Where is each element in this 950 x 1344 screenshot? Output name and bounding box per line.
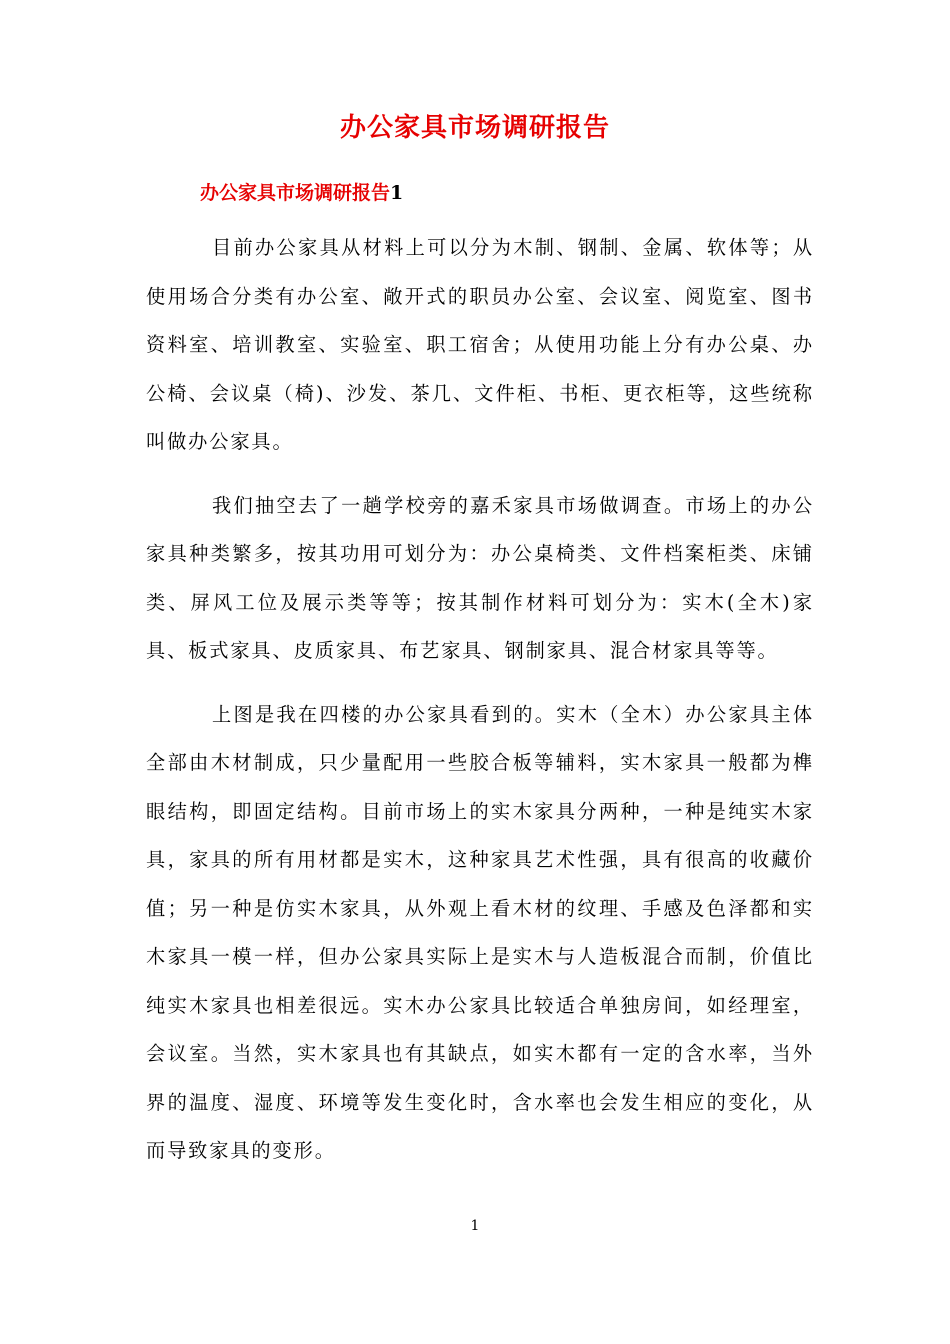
page-number: 1 bbox=[470, 1218, 480, 1234]
section-heading-text: 办公家具市场调研报告 bbox=[200, 182, 391, 204]
document-body bbox=[146, 224, 814, 1191]
paragraph-2: 我们抽空去了一趟学校旁的嘉禾家具市场做调查。市场上的办公家具种类繁多，按其功用可划分为：办公桌椅类、文件档案柜类、床铺类、屏风工位及展示类等等；按其制作材料可划分为：实木(全木)家具、板式家具、皮质家具、布艺家具、钢制家具、混合材家具等等。 bbox=[146, 493, 814, 662]
section-heading-number: 1 bbox=[390, 182, 404, 204]
paragraph-1: 目前办公家具从材料上可以分为木制、钢制、金属、软体等；从使用场合分类有办公室、敞开式的职员办公室、会议室、阅览室、图书资料室、培训教室、实验室、职工宿舍；从使用功能上分有办公桌、办公椅、会议桌（椅)、沙发、茶几、文件柜、书柜、更衣柜等，这些统称叫做办公家具。 bbox=[146, 236, 814, 453]
section-heading bbox=[200, 176, 403, 210]
document-title: 办公家具市场调研报告 bbox=[339, 113, 610, 143]
paragraph-3: 上图是我在四楼的办公家具看到的。实木（全木）办公家具主体全部由木材制成，只少量配用一些胶合板等辅料，实木家具一般都为榫眼结构，即固定结构。目前市场上的实木家具分两种，一种是纯实木家具，家具的所有用材都是实木，这种家具艺术性强，具有很高的收藏价值；另一种是仿实木家具，从外观上看木材的纹理、手感及色泽都和实木家具一模一样，但办公家具实际上是实木与人造板混合而制，价值比纯实木家具也相差很远。实木办公家具比较适合单独房间，如经理室，会议室。当然，实木家具也有其缺点，如实木都有一定的含水率，当外界的温度、湿度、环境等发生变化时，含水率也会发生相应的变化，从而导致家具的变形。 bbox=[146, 702, 814, 1162]
